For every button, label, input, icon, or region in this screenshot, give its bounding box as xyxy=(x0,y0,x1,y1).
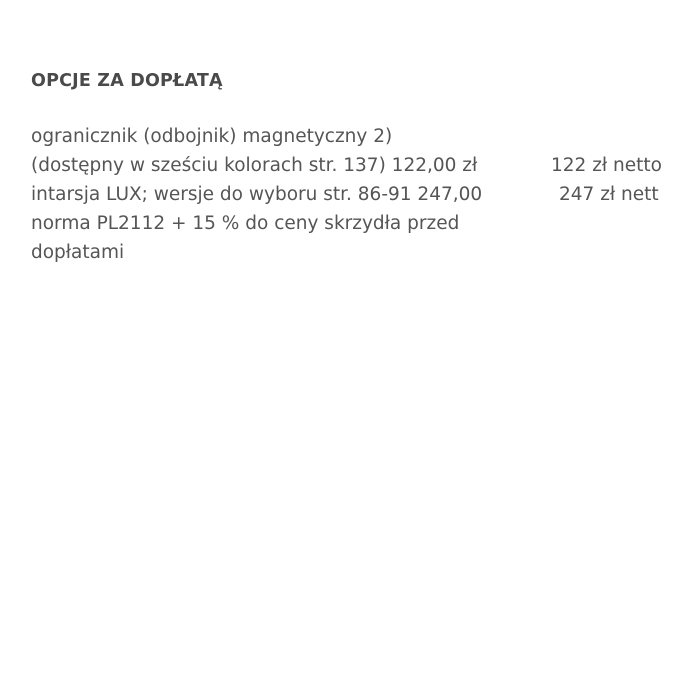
option-line xyxy=(31,122,700,151)
option-description: intarsja LUX; wersje do wyboru str. 86-91 247,00 xyxy=(31,184,483,205)
option-description: ogranicznik (odbojnik) magnetyczny 2) xyxy=(31,126,393,147)
section-heading: OPCJE ZA DOPŁATĄ xyxy=(31,71,223,91)
option-line xyxy=(31,151,700,180)
option-net-price: 122 zł netto xyxy=(551,155,662,176)
option-description: (dostępny w sześciu kolorach str. 137) 122,00 zł xyxy=(31,155,478,176)
option-description: dopłatami xyxy=(31,242,125,263)
option-description: norma PL2112 + 15 % do ceny skrzydła przed xyxy=(31,213,460,234)
options-list xyxy=(31,122,700,272)
option-net-price: 247 zł nett xyxy=(559,184,659,205)
option-line xyxy=(31,209,700,238)
option-line xyxy=(31,238,700,267)
option-line xyxy=(31,180,700,209)
